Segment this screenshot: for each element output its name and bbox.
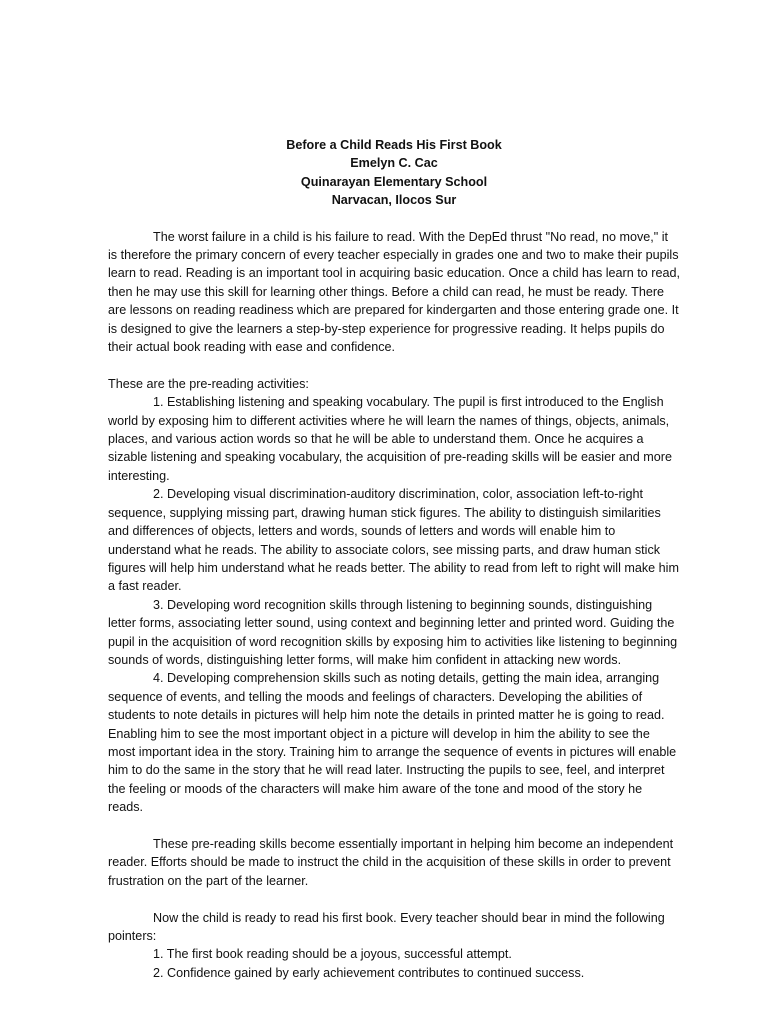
intro-paragraph: The worst failure in a child is his failure to read. With the DepEd thrust "No read, no move," it is therefore the primary concern of every teacher especially in grades one and two to make their pupils learn to read. Reading is an important tool in acquiring basic education. Once a child has learn to read, then he may use this skill for learning other things. Before a child can read, he must be ready. There are lessons on reading readiness which are prepared for kindergarten and those entering grade one. It is designed to give the learners a step-by-step experience for progressive reading. It helps pupils do their actual book reading with ease and confidence. bbox=[108, 229, 680, 355]
activity-item: 2. Developing visual discrimination-auditory discrimination, color, association left-to-right sequence, supplying missing part, drawing human stick figures. The ability to distinguish similarities and differences of objects, letters and words, sounds of letters and words will enable him to understand what he reads. The ability to associate colors, see missing parts, and draw human stick figures will help him understand what he reads better. The ability to read from left to right will make him a fast reader. bbox=[108, 487, 679, 594]
document-title: Before a Child Reads His First Book bbox=[286, 138, 502, 152]
spacer bbox=[108, 356, 680, 374]
document-page bbox=[108, 136, 680, 982]
pointers-intro: Now the child is ready to read his first book. Every teacher should bear in mind the following pointers: bbox=[108, 910, 665, 944]
activity-item: 1. Establishing listening and speaking vocabulary. The pupil is first introduced to the English world by exposing him to different activities where he will learn the names of things, objects, animals, places, and various action words so that he will be able to understand them. Once he acquires a sizable listening and speaking vocabulary, the acquisition of pre-reading skills will be easier and more interesting. bbox=[108, 395, 672, 483]
pointer-item: 2. Confidence gained by early achievement contributes to continued success. bbox=[153, 965, 585, 980]
skills-paragraph: These pre-reading skills become essentially important in helping him become an independent reader. Efforts should be made to instruct the child in the acquisition of these skills in order to prevent frustration on the part of the learner. bbox=[108, 837, 674, 888]
spacer bbox=[108, 890, 680, 908]
pointer-item: 1. The first book reading should be a joyous, successful attempt. bbox=[153, 947, 512, 962]
spacer bbox=[108, 817, 680, 835]
activities-heading: These are the pre-reading activities: bbox=[108, 376, 309, 391]
author-name: Emelyn C. Cac bbox=[350, 156, 438, 171]
school-location: Narvacan, Ilocos Sur bbox=[331, 193, 457, 208]
school-name: Quinarayan Elementary School bbox=[300, 174, 488, 189]
activity-item: 3. Developing word recognition skills through listening to beginning sounds, distinguishing letter forms, associating letter sound, using context and beginning letter and printed word. Guiding the pupil in the acquisition of word recognition skills by exposing him to activities like listening to beginning sounds of words, distinguishing letter forms, will make him confident in attacking new words. bbox=[108, 597, 678, 667]
document-header bbox=[108, 136, 680, 210]
activity-item: 4. Developing comprehension skills such as noting details, getting the main idea, arranging sequence of events, and telling the moods and feelings of characters. Developing the abilities of students to note details in pictures will help him note the details in printed matter he is going to read. Enabling him to see the most important object in a picture will develop in him the ability to see the most important idea in the story. Training him to arrange the sequence of events in pictures will enable him to do the same in the story that he will read later. Instructing the pupils to see, feel, and interpret the feeling or moods of the characters will make him aware of the tone and mood of the story he reads. bbox=[108, 671, 677, 815]
